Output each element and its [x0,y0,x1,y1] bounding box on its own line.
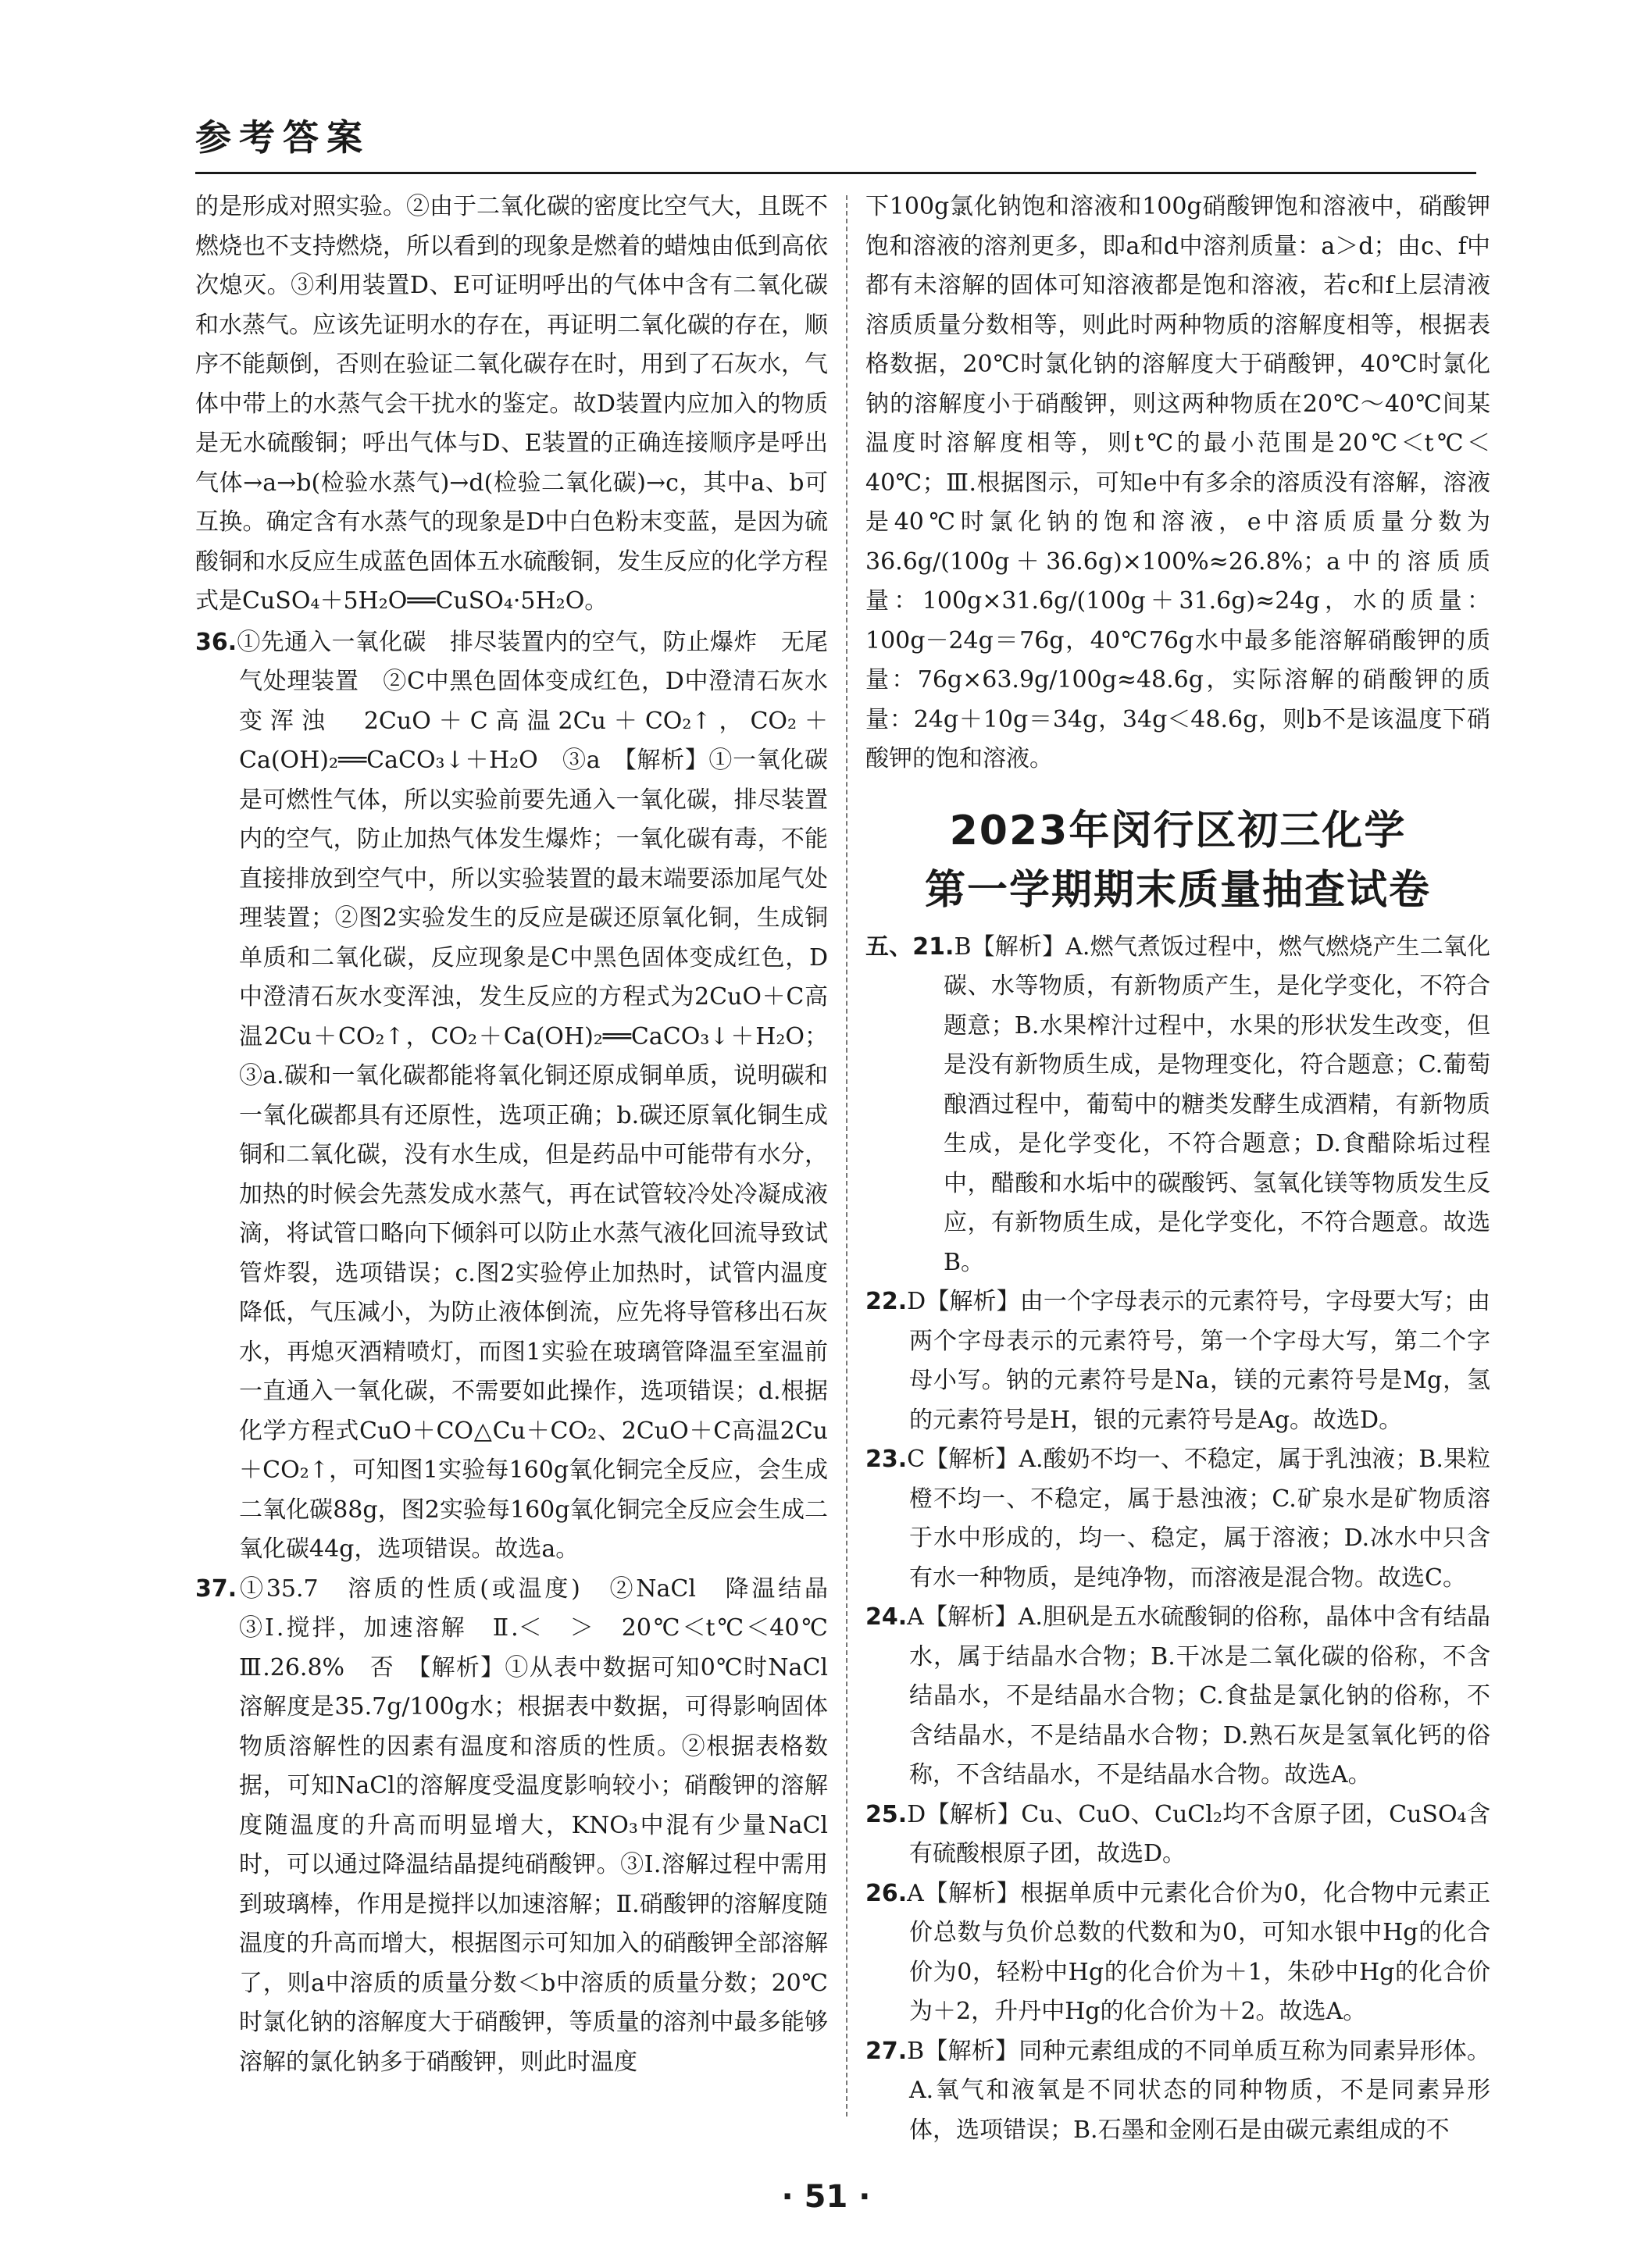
q26-answer [865,1874,1490,2032]
page-number: · 51 · [781,2179,871,2215]
q37-answer [195,1570,851,2083]
section-title-line2: 第一学期期末质量抽查试卷 [924,866,1431,914]
q23-number: 23. [865,1446,908,1473]
q37-continuation: 下100g氯化钠饱和溶液和100g硝酸钾饱和溶液中，硝酸钾饱和溶液的溶剂更多，即a和d中溶剂质量：a＞d；由c、f中都有未溶解的固体可知溶液都是饱和溶液，若c和f上层清液溶质质量分数相等，则此时两种物质的溶解度相等，根据表格数据，20℃时氯化钠的溶解度大于硝酸钾，40℃时氯化钠的溶解度小于硝酸钾，则这两种物质在20℃～40℃间某温度时溶解度相等，则t℃的最小范围是20℃＜t℃＜40℃；Ⅲ.根据图示，可知e中有多余的溶质没有溶解，溶液是40℃时氯化钠的饱和溶液，e中溶质质量分数为36.6g/(100g＋36.6g)×100%≈26.8%；a中的溶质质量：100g×31.6g/(100g＋31.6g)≈24g，水的质量：100g－24g＝76g，40℃76g水中最多能溶解硝酸钾的质量：76g×63.9g/100g≈48.6g，实际溶解的硝酸钾的质量：24g＋10g＝34g，34g＜48.6g，则b不是该温度下硝酸钾的饱和溶液。 [865,193,1490,772]
q25-answer [865,1796,1490,1874]
page-header [195,109,1476,180]
q24-number: 24. [865,1603,908,1631]
q21-text: B【解析】A.燃气煮饭过程中，燃气燃烧产生二氧化碳、水等物质，有新物质产生，是化学变化，不符合题意；B.水果榨汁过程中，水果的形状发生改变，但是没有新物质生成，是物理变化，符合题意；C.葡萄酿酒过程中，葡萄中的糖类发酵生成酒精，有新物质生成，是化学变化，不符合题意；D.食醋除垢过程中，醋酸和水垢中的碳酸钙、氢氧化镁等物质发生反应，有新物质生成，是化学变化，不符合题意。故选B。 [944,933,1490,1276]
header-title: 参考答案 [195,116,370,159]
q36-text: ①先通入一氧化碳 排尽装置内的空气，防止爆炸 无尾气处理装置 ②C中黑色固体变成红色，D中澄清石灰水变浑浊 2CuO＋C高温2Cu＋CO₂↑，CO₂＋Ca(OH)₂══CaCO₃↓＋H₂O ③a 【解析】①一氧化碳是可燃性气体，所以实验前要先通入一氧化碳，排尽装置内的空气，防止加热气体发生爆炸；一氧化碳有毒，不能直接排放到空气中，所以实验装置的最末端要添加尾气处理装置；②图2实验发生的反应是碳还原氧化铜，生成铜单质和二氧化碳，反应现象是C中黑色固体变成红色，D中澄清石灰水变浑浊，发生反应的方程式为2CuO＋C高温2Cu＋CO₂↑，CO₂＋Ca(OH)₂══CaCO₃↓＋H₂O；③a.碳和一氧化碳都能将氧化铜还原成铜单质，说明碳和一氧化碳都具有还原性，选项正确；b.碳还原氧化铜生成铜和二氧化碳，没有水生成，但是药品中可能带有水分，加热的时候会先蒸发成水蒸气，再在试管较冷处冷凝成液滴，将试管口略向下倾斜可以防止水蒸气液化回流导致试管炸裂，选项错误；c.图2实验停止加热时，试管内温度降低，气压减小，为防止液体倒流，应先将导管移出石灰水，再熄灭酒精喷灯，而图1实验在玻璃管降温至室温前一直通入一氧化碳，不需要如此操作，选项错误；d.根据化学方程式CuO＋CO△Cu＋CO₂、2CuO＋C高温2Cu＋CO₂↑，可知图1实验每160g氧化铜完全反应，会生成二氧化碳88g，图2实验每160g氧化铜完全反应会生成二氧化碳44g，选项错误。故选a。 [237,628,828,1563]
q27-answer [865,2032,1490,2151]
q24-text: A【解析】A.胆矾是五水硫酸铜的俗称，晶体中含有结晶水，属于结晶水合物；B.干冰是二氧化碳的俗称，不含结晶水，不是结晶水合物；C.食盐是氯化钠的俗称，不含结晶水，不是结晶水合物；D.熟石灰是氢氧化钙的俗称，不含结晶水，不是结晶水合物。故选A。 [907,1603,1490,1788]
section-title-line1: 2023年闵行区初三化学 [949,807,1407,854]
q37-number: 37. [195,1574,237,1603]
q27-number: 27. [865,2037,908,2065]
q21-answer [865,928,1490,1283]
q22-text: D【解析】由一个字母表示的元素符号，字母要大写；由两个字母表示的元素符号，第一个字母大写，第二个字母小写。钠的元素符号是Na，镁的元素符号是Mg，氢的元素符号是H，银的元素符号是Ag。故选D。 [907,1288,1490,1434]
right-column [865,187,1490,2150]
section-title [865,801,1490,920]
q27-text: B【解析】同种元素组成的不同单质互称为同素异形体。A.氧气和液氧是不同状态的同种物质，不是同素异形体，选项错误；B.石墨和金刚石是由碳元素组成的不 [907,2037,1490,2144]
q25-number: 25. [865,1800,908,1828]
q21-number: 五、21. [865,933,954,961]
q26-number: 26. [865,1879,908,1907]
left-column [195,187,851,2082]
q22-answer [865,1282,1490,1440]
q37-text: ①35.7 溶质的性质(或温度) ②NaCl 降温结晶 ③Ⅰ.搅拌，加速溶解 Ⅱ.＜ ＞ 20℃＜t℃＜40℃ Ⅲ.26.8% 否 【解析】①从表中数据可知0℃时NaCl溶解度是35.7g/100g水；根据表中数据，可得影响固体物质溶解性的因素有温度和溶质的性质。②根据表格数据，可知NaCl的溶解度受温度影响较小；硝酸钾的溶解度随温度的升高而明显增大，KNO₃中混有少量NaCl时，可以通过降温结晶提纯硝酸钾。③Ⅰ.溶解过程中需用到玻璃棒，作用是搅拌以加速溶解；Ⅱ.硝酸钾的溶解度随温度的升高而增大，根据图示可知加入的硝酸钾全部溶解了，则a中溶质的质量分数＜b中溶质的质量分数；20℃时氯化钠的溶解度大于硝酸钾，等质量的溶剂中最多能够溶解的氯化钠多于硝酸钾，则此时温度 [237,1574,851,2076]
q35-continuation: 的是形成对照实验。②由于二氧化碳的密度比空气大，且既不燃烧也不支持燃烧，所以看到的现象是燃着的蜡烛由低到高依次熄灭。③利用装置D、E可证明呼出的气体中含有二氧化碳和水蒸气。应该先证明水的存在，再证明二氧化碳的存在，顺序不能颠倒，否则在验证二氧化碳存在时，用到了石灰水，气体中带上的水蒸气会干扰水的鉴定。故D装置内应加入的物质是无水硫酸铜；呼出气体与D、E装置的正确连接顺序是呼出气体→a→b(检验水蒸气)→d(检验二氧化碳)→c，其中a、b可互换。确定含有水蒸气的现象是D中白色粉末变蓝，是因为硫酸铜和水反应生成蓝色固体五水硫酸铜，发生反应的化学方程式是CuSO₄＋5H₂O══CuSO₄·5H₂O。 [195,193,828,615]
q24-answer [865,1598,1490,1796]
column-divider [846,195,847,2116]
q23-answer [865,1440,1490,1598]
q23-text: C【解析】A.酸奶不均一、不稳定，属于乳浊液；B.果粒橙不均一、不稳定，属于悬浊液；C.矿泉水是矿物质溶于水中形成的，均一、稳定，属于溶液；D.冰水中只含有水一种物质，是纯净物，而溶液是混合物。故选C。 [907,1446,1490,1592]
q36-answer [195,623,828,1570]
q36-number: 36. [195,628,237,656]
header-rule [195,172,1476,174]
q25-text: D【解析】Cu、CuO、CuCl₂均不含原子团，CuSO₄含有硫酸根原子团，故选D。 [907,1800,1490,1867]
q26-text: A【解析】根据单质中元素化合价为0，化合物中元素正价总数与负价总数的代数和为0，可知水银中Hg的化合价为0，轻粉中Hg的化合价为＋1，朱砂中Hg的化合价为＋2，升丹中Hg的化合价为＋2。故选A。 [907,1879,1490,2025]
q22-number: 22. [865,1288,908,1315]
